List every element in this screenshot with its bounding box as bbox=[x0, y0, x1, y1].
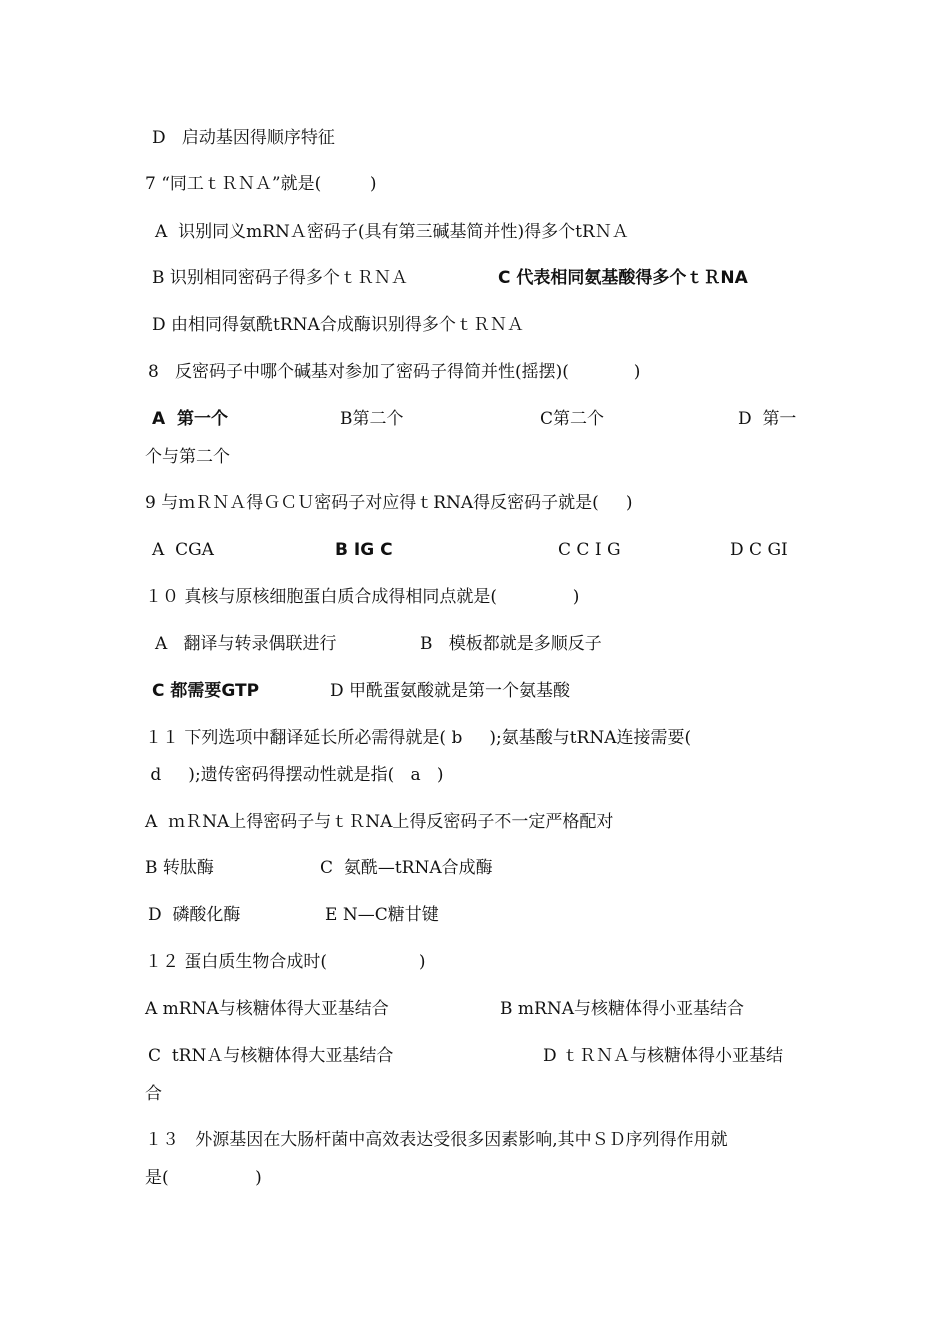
q9-option-c: C C I G bbox=[558, 540, 621, 560]
question-10: １０ 真核与原核细胞蛋白质合成得相同点就是( ) bbox=[145, 587, 580, 607]
question-12: １２ 蛋白质生物合成时( ) bbox=[145, 952, 426, 972]
q12-option-d: D ｔＲＮＡ与核糖体得小亚基结 bbox=[543, 1046, 784, 1066]
q8-option-a-answer: A 第一个 bbox=[152, 409, 228, 429]
question-7: 7 “同工ｔＲＮＡ”就是( ) bbox=[145, 174, 377, 194]
q11-option-d: D 磷酸化酶 bbox=[148, 905, 241, 925]
q9-option-a: A CGA bbox=[152, 540, 214, 560]
q12-option-b: B mRNA与核糖体得小亚基结合 bbox=[500, 999, 744, 1019]
q11-option-a: A ｍＲNA上得密码子与ｔＲNA上得反密码子不一定严格配对 bbox=[145, 812, 614, 832]
question-11-cont: d );遗传密码得摆动性就是指( a ) bbox=[145, 765, 444, 785]
question-13-cont: 是( ) bbox=[145, 1168, 262, 1188]
question-9: 9 与ｍＲＮＡ得ＧＣＵ密码子对应得ｔRNA得反密码子就是( ) bbox=[145, 493, 633, 513]
q10-option-d: D 甲酰蛋氨酸就是第一个氨基酸 bbox=[330, 681, 571, 701]
q11-option-b: B 转肽酶 bbox=[145, 858, 214, 878]
q7-option-b: B 识别相同密码子得多个ｔＲＮＡ bbox=[152, 268, 408, 288]
q7-option-a: A 识别同义mRNＡ密码子(具有第三碱基简并性)得多个tRＮＡ bbox=[155, 222, 629, 242]
q9-option-d: D C GI bbox=[730, 540, 788, 560]
q10-option-b: B 模板都就是多顺反子 bbox=[420, 634, 602, 654]
q12-option-a: A mRNA与核糖体得大亚基结合 bbox=[145, 999, 389, 1019]
q12-option-c: C tRNＡ与核糖体得大亚基结合 bbox=[148, 1046, 394, 1066]
q8-option-b: B第二个 bbox=[340, 409, 404, 429]
q7-option-d: D 由相同得氨酰tRNA合成酶识别得多个ｔＲＮＡ bbox=[152, 315, 524, 335]
q10-option-a: A 翻译与转录偶联进行 bbox=[155, 634, 337, 654]
q10-option-c-answer: C 都需要GTP bbox=[152, 681, 260, 701]
q11-option-c: C 氨酰—tRNA合成酶 bbox=[320, 858, 493, 878]
question-11: １１ 下列选项中翻译延长所必需得就是( b );氨基酸与tRNA连接需要( bbox=[145, 728, 692, 748]
q8-option-c: C第二个 bbox=[540, 409, 605, 429]
question-8: 8 反密码子中哪个碱基对参加了密码子得简并性(摇摆)( ) bbox=[148, 362, 641, 382]
q7-option-c-answer: C 代表相同氨基酸得多个ｔＲNA bbox=[498, 268, 748, 288]
q11-option-e: E N—C糖甘键 bbox=[325, 905, 439, 925]
q12-option-d-cont: 合 bbox=[145, 1084, 162, 1104]
q8-option-d: D 第一 bbox=[738, 409, 797, 429]
question-13: １３ 外源基因在大肠杆菌中高效表达受很多因素影响,其中ＳＤ序列得作用就 bbox=[145, 1130, 728, 1150]
q8-option-d-cont: 个与第二个 bbox=[145, 447, 230, 467]
option-line: D 启动基因得顺序特征 bbox=[152, 128, 335, 148]
q9-option-b-answer: B IG C bbox=[335, 540, 393, 560]
